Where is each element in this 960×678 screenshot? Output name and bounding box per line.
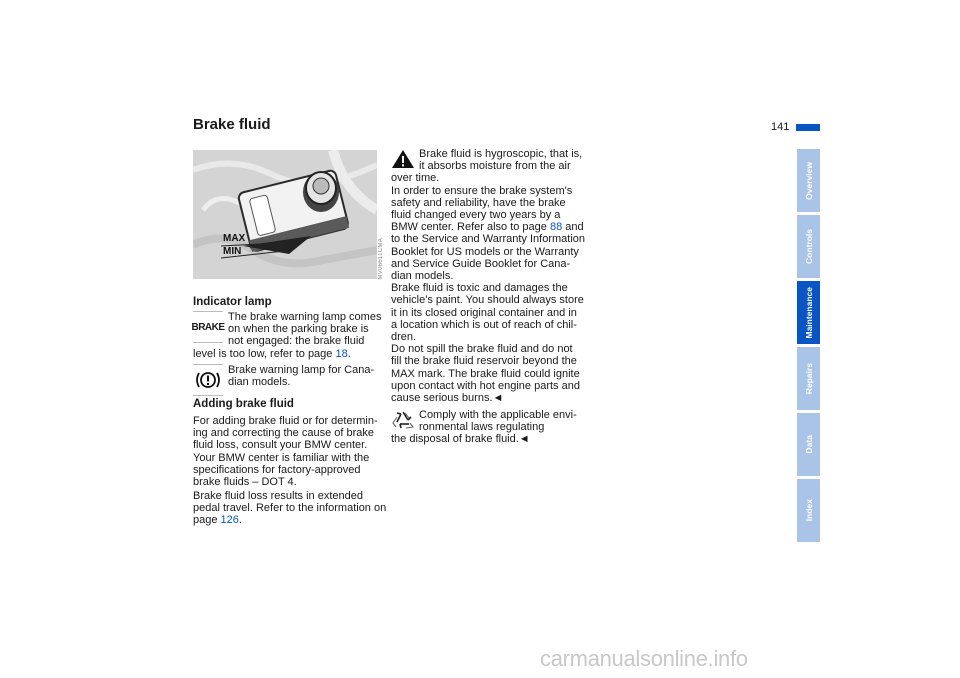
brake-warning-symbol xyxy=(195,369,221,391)
canada-text: Brake warning lamp for Cana- dian models. xyxy=(228,364,375,389)
indicator-line: on when the parking brake is xyxy=(228,323,369,336)
brake-fluid-reservoir-figure xyxy=(193,150,377,279)
brake-text-icon xyxy=(193,312,223,342)
brake-lamp-icon-block xyxy=(193,311,223,343)
recycling-symbol xyxy=(392,409,414,431)
page-link-88[interactable]: 88 xyxy=(549,221,563,234)
page-number: 141 xyxy=(771,121,790,133)
adding-paragraph-1: For adding brake fluid or for determin- ing and correcting the cause of brake fluid loss, consult your BMW center. Your BMW center is familiar with the specifications for factory-approved brake fluids – DOT 4. xyxy=(193,415,378,489)
nav-tab-overview[interactable]: Overview xyxy=(797,149,820,212)
environment-text-full: the disposal of brake fluid.◄ xyxy=(391,433,530,446)
page-title: Brake fluid xyxy=(193,116,271,133)
page-link-126[interactable]: 126 xyxy=(220,514,239,527)
figure-code: MV06611CMA xyxy=(378,238,384,280)
page-link-18[interactable]: 18 xyxy=(335,347,348,360)
min-label: MIN xyxy=(223,246,242,257)
warning-text-body: over time. In order to ensure the brake system's safety and reliability, have the brake fluid changed every two years by a BMW center. Refer also to page 88 and to the Service and Warranty Information Booklet for US models or the Warranty and Service Guide Booklet for Cana- dian models. Brake fluid is toxic and damages the vehicle's paint. You should always store it in its closed original container and in a location which is out of reach of chil- dren. Do not spill the brake fluid and do not fill the brake fluid reservoir beyond the MAX mark. The brake fluid could ignite upon contact with hot engine parts and cause serious burns.◄ xyxy=(391,172,586,405)
indicator-line: level is too low, refer to page 18. xyxy=(193,347,351,360)
indicator-line: not engaged: the brake fluid xyxy=(228,335,365,348)
brake-warning-circle-icon xyxy=(193,365,223,395)
adding-paragraph-2: Brake fluid loss results in extended pedal travel. Refer to the information on page 126. xyxy=(193,490,387,527)
nav-tab-controls[interactable]: Controls xyxy=(797,215,820,278)
max-label: MAX xyxy=(223,233,246,244)
indicator-text-full xyxy=(193,348,351,360)
canada-lamp-icon-block xyxy=(193,364,223,396)
warning-text-indented: Brake fluid is hygroscopic, that is, it absorbs moisture from the air xyxy=(419,148,583,173)
nav-tab-index[interactable]: Index xyxy=(797,479,820,542)
section-nav-tabs xyxy=(797,149,820,545)
environment-text-indented: Comply with the applicable envi- ronmental laws regulating xyxy=(419,409,577,434)
indicator-text-indented xyxy=(228,311,381,348)
recycling-icon xyxy=(392,409,414,431)
nav-tab-maintenance[interactable]: Maintenance xyxy=(797,281,820,344)
reservoir-illustration xyxy=(193,150,377,279)
warning-triangle-icon xyxy=(391,148,415,170)
brake-icon-label: BRAKE xyxy=(191,321,225,333)
page-number-bar xyxy=(796,124,820,131)
warning-triangle-symbol xyxy=(391,148,415,170)
adding-brake-fluid-heading: Adding brake fluid xyxy=(193,398,294,410)
site-watermark: carmanualsonline.info xyxy=(540,646,748,671)
indicator-lamp-heading: Indicator lamp xyxy=(193,296,272,308)
nav-tab-repairs[interactable]: Repairs xyxy=(797,347,820,410)
nav-tab-data[interactable]: Data xyxy=(797,413,820,476)
indicator-line: The brake warning lamp comes xyxy=(228,311,382,323)
icon-rule-bottom xyxy=(193,342,223,343)
